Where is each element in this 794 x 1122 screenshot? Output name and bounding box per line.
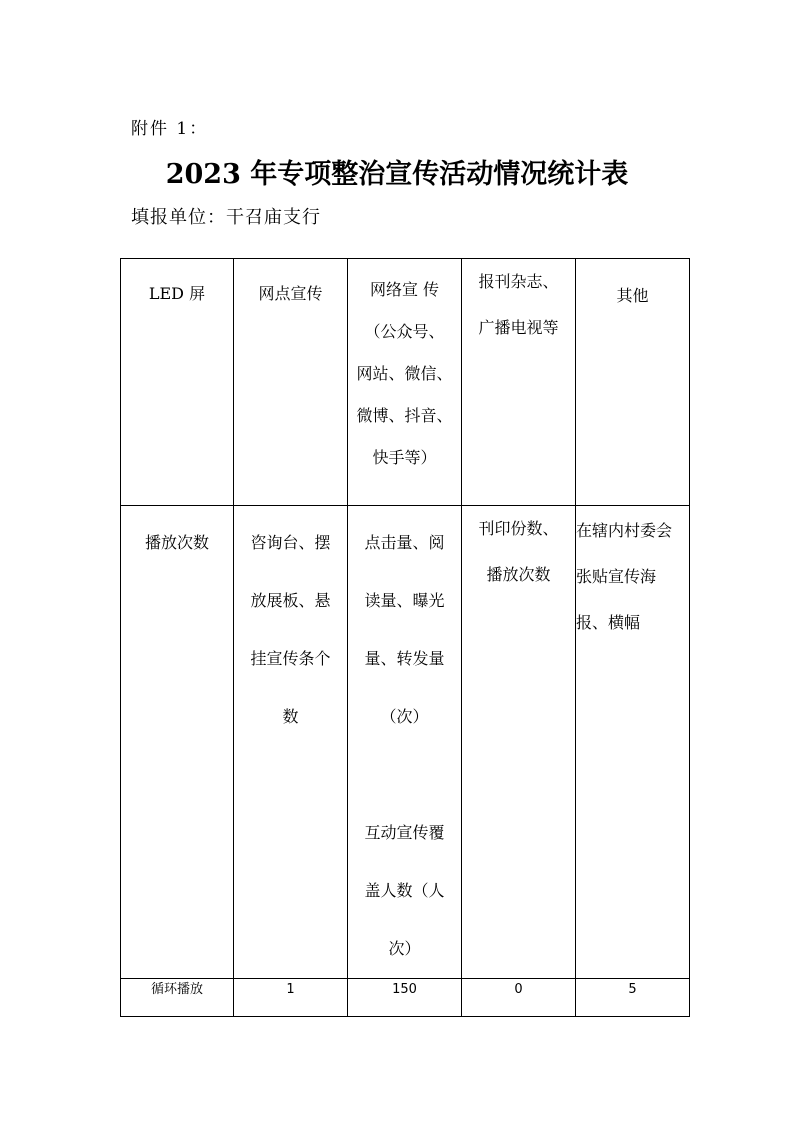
metric-outlet bbox=[234, 506, 348, 979]
metric-line: 互动宣传覆 bbox=[364, 823, 445, 842]
metric-line: 报、横幅 bbox=[576, 613, 641, 632]
metric-line: 数 bbox=[282, 707, 299, 726]
metric-line: 张贴宣传海 bbox=[576, 567, 657, 586]
attachment-label: 附件 1： bbox=[131, 119, 209, 139]
press-header-line: 广播电视等 bbox=[478, 318, 559, 337]
metric-line: 播放次数 bbox=[486, 565, 551, 584]
header-row bbox=[121, 259, 690, 506]
value-online: 150 bbox=[348, 979, 462, 1017]
column-header-press bbox=[462, 259, 576, 506]
metric-line: 点击量、阅 bbox=[364, 533, 445, 552]
metric-online bbox=[348, 506, 462, 979]
metric-press bbox=[462, 506, 576, 979]
metric-line: 咨询台、摆 bbox=[250, 533, 331, 552]
column-header-led: LED 屏 bbox=[121, 259, 234, 506]
metric-row bbox=[121, 506, 690, 979]
column-header-outlet: 网点宣传 bbox=[234, 259, 348, 506]
metric-other bbox=[576, 506, 690, 979]
metric-led: 播放次数 bbox=[121, 506, 234, 979]
online-header-line: 微博、抖音、 bbox=[356, 406, 453, 425]
value-press: 0 bbox=[462, 979, 576, 1017]
metric-line: 读量、曝光 bbox=[364, 591, 445, 610]
metric-line: （次） bbox=[380, 707, 429, 726]
metric-line: 量、转发量 bbox=[364, 649, 445, 668]
metric-line: 次） bbox=[388, 939, 421, 958]
value-outlet: 1 bbox=[234, 979, 348, 1017]
press-header-line: 报刊杂志、 bbox=[478, 272, 559, 291]
online-header-line: 网站、微信、 bbox=[356, 364, 453, 383]
value-other: 5 bbox=[576, 979, 690, 1017]
metric-line: 在辖内村委会 bbox=[576, 521, 673, 540]
metric-line: 放展板、悬 bbox=[250, 591, 331, 610]
metric-spacer bbox=[348, 746, 461, 804]
value-led: 循环播放 bbox=[121, 979, 234, 1017]
value-row bbox=[121, 979, 690, 1017]
column-header-online bbox=[348, 259, 462, 506]
statistics-table bbox=[120, 258, 690, 1017]
page-title: 2023 年专项整治宣传活动情况统计表 bbox=[165, 159, 629, 190]
online-header-line: 网络宣 传 bbox=[369, 280, 440, 299]
reporting-unit: 填报单位：干召庙支行 bbox=[131, 207, 321, 228]
column-header-other: 其他 bbox=[576, 259, 690, 506]
metric-line: 刊印份数、 bbox=[478, 519, 559, 538]
metric-line: 挂宣传条个 bbox=[250, 649, 331, 668]
online-header-line: 快手等） bbox=[372, 448, 437, 467]
metric-line: 盖人数（人 bbox=[364, 881, 445, 900]
online-header-line: （公众号、 bbox=[364, 322, 445, 341]
